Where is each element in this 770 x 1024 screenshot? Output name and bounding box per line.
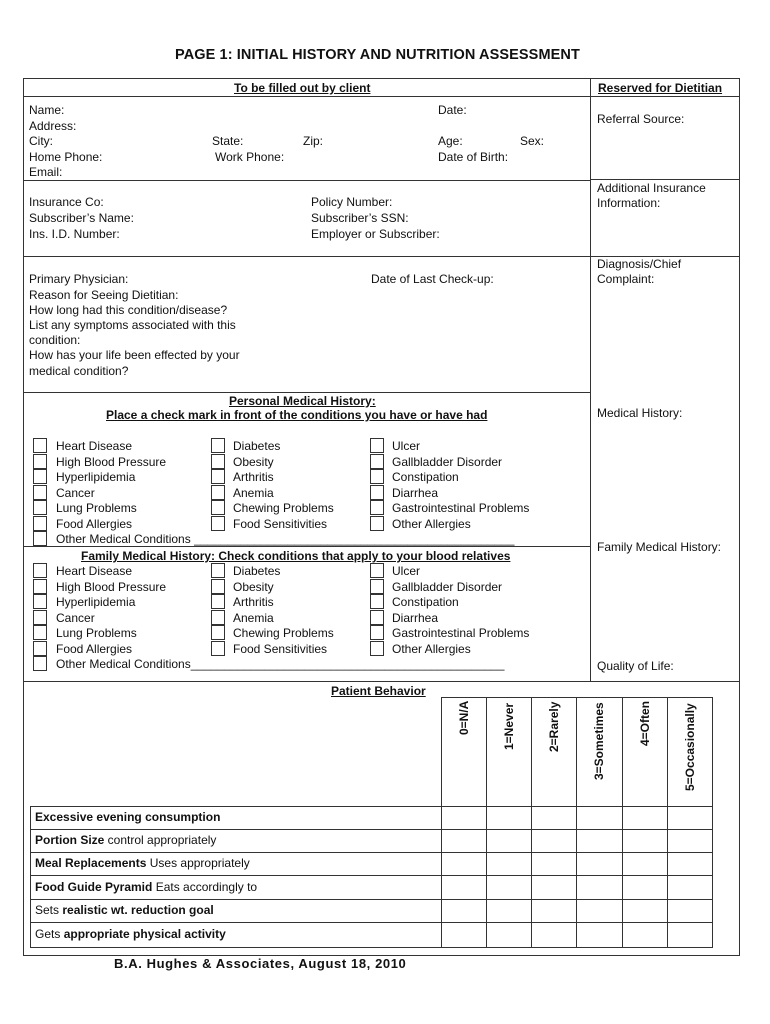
dietitian-header-line <box>590 96 740 97</box>
grid-line <box>441 697 442 948</box>
checkbox[interactable] <box>211 641 225 656</box>
checkbox[interactable] <box>370 500 384 515</box>
grid-line <box>30 829 712 830</box>
condition-label: High Blood Pressure <box>56 580 167 594</box>
behavior-row-label <box>35 856 250 870</box>
dob-label: Date of Birth: <box>438 150 509 164</box>
grid-line <box>576 697 577 948</box>
condition-label: Heart Disease <box>56 564 133 578</box>
condition-label: Cancer <box>56 611 95 625</box>
grid-line <box>486 697 487 948</box>
dietitian-line-1 <box>590 179 740 180</box>
grid-line <box>712 697 713 948</box>
additional-insurance-label-1: Additional Insurance <box>597 181 706 195</box>
other-conditions-field[interactable]: Other Medical Conditions_______________________________________________ <box>56 657 505 671</box>
checkbox[interactable] <box>33 531 47 546</box>
checkbox[interactable] <box>33 500 47 515</box>
checkbox[interactable] <box>33 438 47 453</box>
condition-label: Anemia <box>233 486 274 500</box>
condition-label: Gastrointestinal Problems <box>392 501 530 515</box>
footer-text: B.A. Hughes & Associates, August 18, 2010 <box>114 956 407 971</box>
condition-label: Lung Problems <box>56 626 137 640</box>
behavior-row-rest: Eats accordingly to <box>152 880 258 894</box>
condition-label: Food Allergies <box>56 642 133 656</box>
condition-label: Hyperlipidemia <box>56 470 136 484</box>
checkbox[interactable] <box>211 563 225 578</box>
condition-label: Hyperlipidemia <box>56 595 136 609</box>
behavior-row-label <box>35 833 216 847</box>
effected-label-2: medical condition? <box>29 364 129 378</box>
behavior-row-label <box>35 880 257 894</box>
condition-label: Diabetes <box>233 439 281 453</box>
patient-behavior-heading: Patient Behavior <box>331 684 426 698</box>
grid-line <box>667 697 668 948</box>
condition-label: Chewing Problems <box>233 626 334 640</box>
age-label: Age: <box>438 134 463 148</box>
checkbox[interactable] <box>33 485 47 500</box>
checkbox[interactable] <box>370 438 384 453</box>
condition-label: Heart Disease <box>56 439 133 453</box>
condition-label: Diarrhea <box>392 611 439 625</box>
condition-label: Ulcer <box>392 564 421 578</box>
checkbox[interactable] <box>33 579 47 594</box>
grid-line <box>30 875 712 876</box>
checkbox[interactable] <box>211 610 225 625</box>
checkbox[interactable] <box>33 594 47 609</box>
checkbox[interactable] <box>33 469 47 484</box>
condition-label: Ulcer <box>392 439 421 453</box>
frame-right <box>739 78 740 956</box>
symptoms-label-2: condition: <box>29 333 81 347</box>
medical-history-label: Medical History: <box>597 406 683 420</box>
family-history-heading: Family Medical History: Check conditions that apply to your blood relatives <box>81 549 511 563</box>
reason-label: Reason for Seeing Dietitian: <box>29 288 179 302</box>
diagnosis-label-1: Diagnosis/Chief <box>597 257 682 271</box>
behavior-row-label <box>35 903 214 917</box>
checkbox[interactable] <box>370 579 384 594</box>
behavior-row-label <box>35 810 220 824</box>
condition-label: Gallbladder Disorder <box>392 580 503 594</box>
grid-line <box>622 697 623 948</box>
behavior-row-bold: Portion Size <box>35 833 105 847</box>
policy-number-label: Policy Number: <box>311 195 393 209</box>
condition-label: Gastrointestinal Problems <box>392 626 530 640</box>
condition-label: Food Sensitivities <box>233 642 328 656</box>
behavior-top-line <box>23 681 740 682</box>
dietitian-header: Reserved for Dietitian <box>598 81 723 95</box>
insurance-co-label: Insurance Co: <box>29 195 104 209</box>
sex-label: Sex: <box>520 134 545 148</box>
checkbox[interactable] <box>211 594 225 609</box>
ins-id-label: Ins. I.D. Number: <box>29 227 120 241</box>
behavior-row-rest: control appropriately <box>104 833 217 847</box>
zip-label: Zip: <box>303 134 324 148</box>
checkbox[interactable] <box>370 625 384 640</box>
checkbox[interactable] <box>370 610 384 625</box>
effected-label-1: How has your life been effected by your <box>29 348 240 362</box>
scale-header-often: 4=Often <box>638 700 652 746</box>
symptoms-label-1: List any symptoms associated with this <box>29 318 236 332</box>
checkbox[interactable] <box>211 454 225 469</box>
condition-label: Diarrhea <box>392 486 439 500</box>
scale-header-na: 0=N/A <box>457 700 471 735</box>
behavior-row-bold: appropriate physical activity <box>63 927 226 941</box>
grid-line <box>30 806 712 807</box>
client-header: To be filled out by client <box>234 81 371 95</box>
subscriber-ssn-label: Subscriber’s SSN: <box>311 211 409 225</box>
checkbox[interactable] <box>211 579 225 594</box>
checkbox[interactable] <box>211 516 225 531</box>
checkbox[interactable] <box>211 500 225 515</box>
checkbox[interactable] <box>33 516 47 531</box>
additional-insurance-label-2: Information: <box>597 196 661 210</box>
state-label: State: <box>212 134 244 148</box>
condition-label: Anemia <box>233 611 274 625</box>
condition-label: Other Allergies <box>392 642 471 656</box>
condition-label: High Blood Pressure <box>56 455 167 469</box>
diagnosis-label-2: Complaint: <box>597 272 655 286</box>
condition-label: Cancer <box>56 486 95 500</box>
grid-line <box>531 697 532 948</box>
family-history-label: Family Medical History: <box>597 540 722 554</box>
quality-of-life-label: Quality of Life: <box>597 659 674 673</box>
other-conditions-field[interactable]: Other Medical Conditions ________________________________________________ <box>56 532 515 546</box>
behavior-row-bold: Food Guide Pyramid <box>35 880 153 894</box>
page-title: PAGE 1: INITIAL HISTORY AND NUTRITION ASSESSMENT <box>175 47 580 63</box>
client-header-line <box>23 96 590 97</box>
condition-label: Diabetes <box>233 564 281 578</box>
personal-history-heading: Personal Medical History: <box>229 394 376 408</box>
home-phone-label: Home Phone: <box>29 150 103 164</box>
personal-history-instruction: Place a check mark in front of the conditions you have or have had <box>106 408 488 422</box>
date-label: Date: <box>438 103 467 117</box>
condition-label: Lung Problems <box>56 501 137 515</box>
checkbox[interactable] <box>370 563 384 578</box>
frame-left <box>23 78 24 956</box>
behavior-row-pre: Sets <box>35 903 63 917</box>
condition-label: Other Allergies <box>392 517 471 531</box>
email-label: Email: <box>29 165 63 179</box>
checkbox[interactable] <box>33 563 47 578</box>
scale-header-never: 1=Never <box>502 702 516 750</box>
client-line-2 <box>23 256 590 257</box>
employer-label: Employer or Subscriber: <box>311 227 440 241</box>
condition-label: Constipation <box>392 470 459 484</box>
checkbox[interactable] <box>370 516 384 531</box>
condition-label: Food Allergies <box>56 517 133 531</box>
grid-line <box>441 697 712 698</box>
scale-header-occasionally: 5=Occasionally <box>683 703 697 791</box>
checkbox[interactable] <box>211 469 225 484</box>
frame-top <box>23 78 740 79</box>
grid-line <box>30 806 31 948</box>
client-line-1 <box>23 180 590 181</box>
last-checkup-label: Date of Last Check-up: <box>371 272 494 286</box>
behavior-row-bold: Meal Replacements <box>35 856 147 870</box>
behavior-row-label <box>35 927 226 941</box>
condition-label: Constipation <box>392 595 459 609</box>
grid-line <box>30 852 712 853</box>
condition-label: Obesity <box>233 580 274 594</box>
scale-header-sometimes: 3=Sometimes <box>592 702 606 780</box>
behavior-row-rest: Uses appropriately <box>146 856 250 870</box>
city-label: City: <box>29 134 53 148</box>
address-label: Address: <box>29 119 77 133</box>
grid-line <box>30 947 712 948</box>
client-line-3 <box>23 392 590 393</box>
behavior-row-bold: Excessive evening consumption <box>35 810 221 824</box>
checkbox[interactable] <box>211 625 225 640</box>
scale-header-rarely: 2=Rarely <box>547 701 561 752</box>
condition-label: Arthritis <box>233 595 274 609</box>
checkbox[interactable] <box>370 469 384 484</box>
checkbox[interactable] <box>370 594 384 609</box>
client-line-4 <box>23 546 590 547</box>
grid-line <box>30 922 712 923</box>
checkbox[interactable] <box>33 625 47 640</box>
dietitian-divider <box>590 78 591 681</box>
checkbox[interactable] <box>33 656 47 671</box>
checkbox[interactable] <box>33 610 47 625</box>
work-phone-label: Work Phone: <box>215 150 285 164</box>
checkbox[interactable] <box>211 485 225 500</box>
condition-label: Gallbladder Disorder <box>392 455 503 469</box>
how-long-label: How long had this condition/disease? <box>29 303 228 317</box>
condition-label: Obesity <box>233 455 274 469</box>
behavior-row-pre: Gets <box>35 927 64 941</box>
primary-physician-label: Primary Physician: <box>29 272 129 286</box>
behavior-row-bold: realistic wt. reduction goal <box>62 903 214 917</box>
referral-source-label: Referral Source: <box>597 112 685 126</box>
checkbox[interactable] <box>211 438 225 453</box>
subscriber-name-label: Subscriber’s Name: <box>29 211 134 225</box>
checkbox[interactable] <box>33 454 47 469</box>
checkbox[interactable] <box>370 454 384 469</box>
condition-label: Arthritis <box>233 470 274 484</box>
checkbox[interactable] <box>33 641 47 656</box>
name-label: Name: <box>29 103 65 117</box>
checkbox[interactable] <box>370 641 384 656</box>
checkbox[interactable] <box>370 485 384 500</box>
condition-label: Chewing Problems <box>233 501 334 515</box>
grid-line <box>30 899 712 900</box>
condition-label: Food Sensitivities <box>233 517 328 531</box>
